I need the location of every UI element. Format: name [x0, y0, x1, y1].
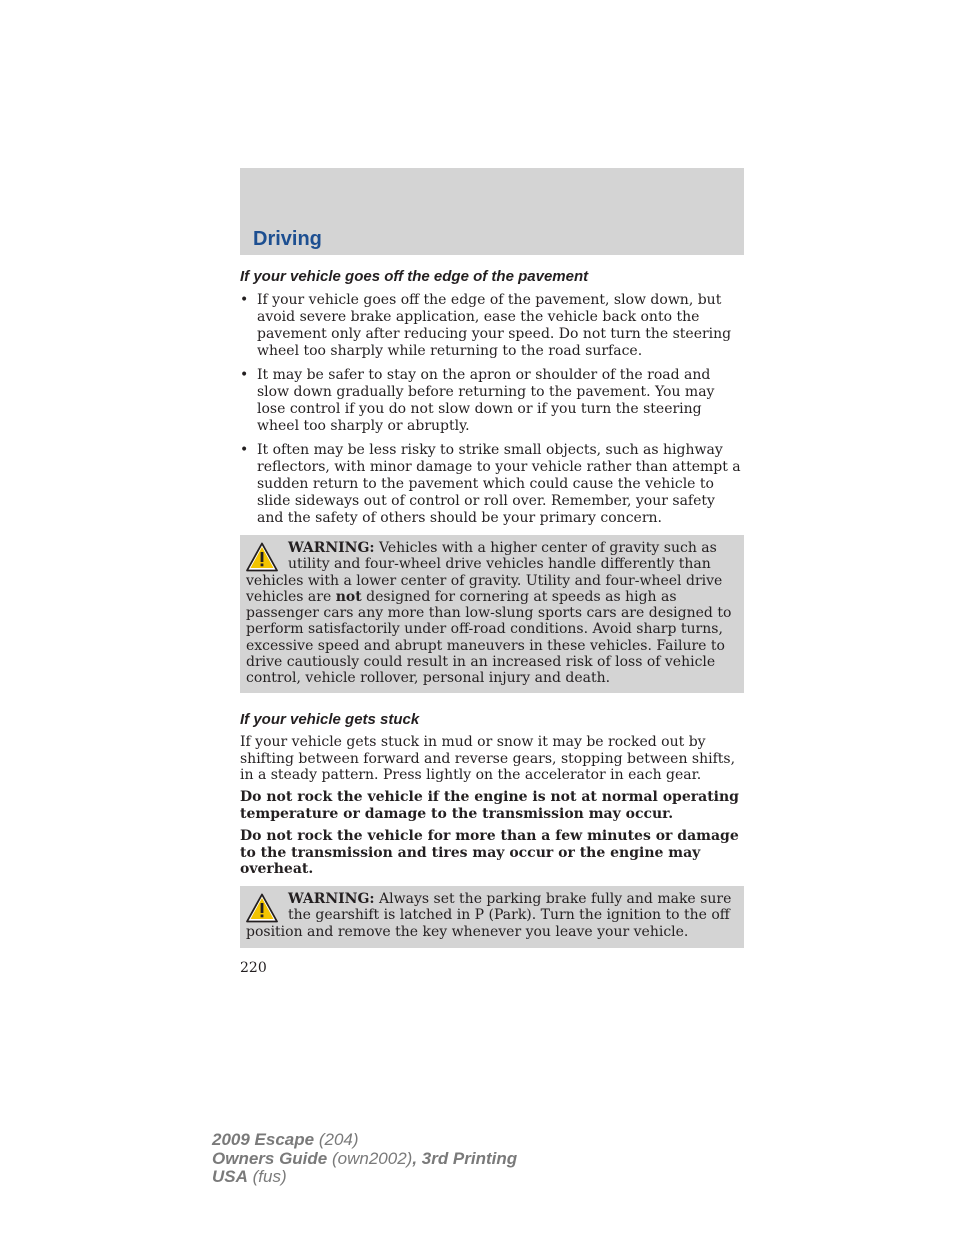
warning-box-center-of-gravity [240, 535, 744, 693]
subheading-off-pavement: If your vehicle goes off the edge of the pavement [240, 268, 589, 285]
bullet-text: It often may be less risky to strike small objects, such as highway reflectors, with minor damage to your vehicle rather than attempt a sudden return to the pavement which could cause the vehicle to slide sideways out of control or roll over. Remember, your safety and the safety of others should be your primary concern. [257, 442, 741, 526]
section-title: Driving [253, 228, 322, 250]
footer-line-model [212, 1131, 517, 1150]
footer-guide-code: (own2002) [331, 1148, 413, 1168]
bullet-glyph: • [240, 367, 249, 383]
bullet-glyph: • [240, 292, 249, 308]
footer-line-market [212, 1168, 517, 1187]
bullet-text: It may be safer to stay on the apron or shoulder of the road and slow down gradually before returning to the pavement. You may lose control if you do not slow down or if you turn the steering wheel too sharply or abruptly. [257, 367, 715, 434]
document-footer [212, 1131, 517, 1187]
footer-market: USA [212, 1167, 248, 1186]
list-item [240, 442, 744, 527]
paragraph-rocking: If your vehicle gets stuck in mud or snow it may be rocked out by shifting between forward and reverse gears, stopping between shifts, in a steady pattern. Press lightly on the accelerator in each gear. [240, 734, 736, 783]
bullet-glyph: • [240, 442, 249, 458]
warning-triangle-icon [246, 893, 278, 923]
warning-text: Vehicles with a higher center of gravity such as utility and four-wheel drive vehicles handle differently than vehicles with a lower center of gravity. Utility and four-wheel drive vehicles are [246, 540, 723, 605]
warning-box-parking-brake [240, 886, 744, 948]
subheading-vehicle-stuck: If your vehicle gets stuck [240, 711, 420, 728]
footer-printing: , 3rd Printing [412, 1148, 518, 1168]
warning-text: Always set the parking brake fully and make sure the gearshift is latched in P (Park). Turn the ignition to the off position and remove the key whenever you leave your vehicle. [246, 891, 732, 940]
footer-model: 2009 Escape [212, 1130, 315, 1149]
caution-engine-temperature: Do not rock the vehicle if the engine is not at normal operating temperature or damage to the transmission may occur. [240, 789, 739, 822]
caution-rocking-duration: Do not rock the vehicle for more than a few minutes or damage to the transmission and tires may occur or the engine may overheat. [240, 828, 739, 877]
section-header-band [240, 168, 744, 255]
footer-line-guide [212, 1150, 517, 1169]
footer-guide: Owners Guide [212, 1148, 328, 1168]
bullet-list [240, 292, 744, 534]
list-item [240, 292, 744, 360]
warning-label: WARNING: [288, 540, 375, 556]
footer-market-code: (fus) [252, 1167, 287, 1186]
warning-emphasis: not [335, 588, 362, 605]
warning-triangle-icon [246, 542, 278, 572]
warning-label: WARNING: [288, 891, 375, 907]
bullet-text: If your vehicle goes off the edge of the pavement, slow down, but avoid severe brake application, ease the vehicle back onto the pavement only after reducing your speed. Do not turn the steering wheel too sharply while returning to the road surface. [257, 292, 732, 359]
page-number: 220 [240, 960, 267, 976]
warning-text: designed for cornering at speeds as high as passenger cars any more than low-slung sports cars are designed to perform satisfactorily under off-road conditions. Avoid sharp turns, excessive speed and abrupt maneuvers in these vehicles. Failure to drive cautiously could result in an increased risk of loss of vehicle control, vehicle rollover, personal injury and death. [246, 588, 732, 687]
list-item [240, 367, 744, 435]
footer-model-code: (204) [318, 1130, 359, 1149]
